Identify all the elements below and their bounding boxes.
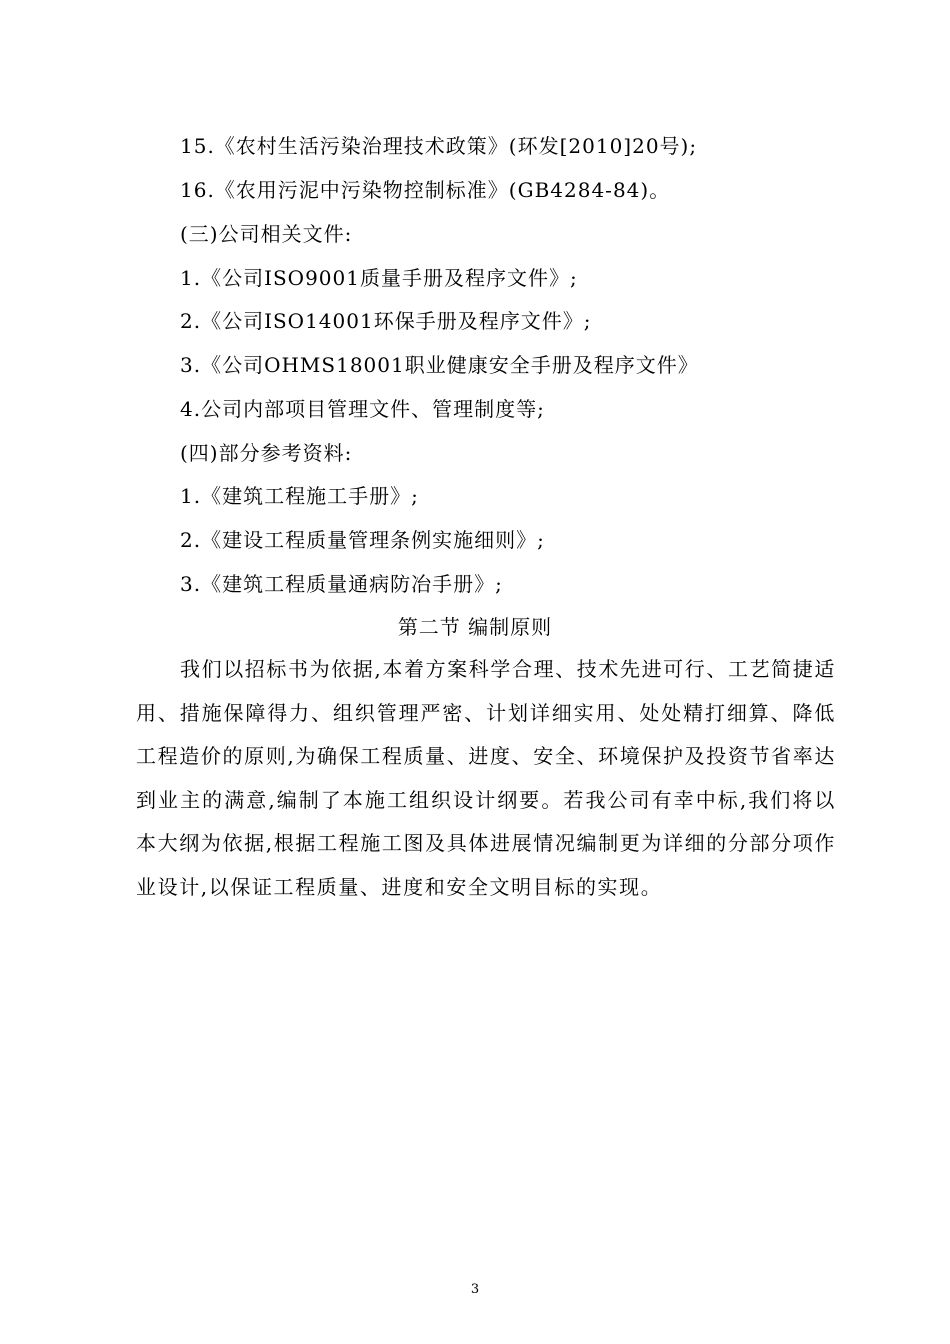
company-file-item-2: 2.《公司ISO14001环保手册及程序文件》;: [180, 309, 592, 333]
section-heading: 第二节 编制原则: [397, 615, 553, 639]
reference-material-item-1: 1.《建筑工程施工手册》;: [180, 484, 419, 508]
reference-item-16: 16.《农用污泥中污染物控制标准》(GB4284-84)。: [180, 178, 671, 202]
company-file-item-3: 3.《公司OHMS18001职业健康安全手册及程序文件》: [180, 353, 699, 377]
page-number: 3: [470, 1282, 480, 1297]
company-file-item-4: 4.公司内部项目管理文件、管理制度等;: [180, 397, 545, 421]
subsection-heading-references: (四)部分参考资料:: [180, 441, 353, 465]
subsection-heading-company-files: (三)公司相关文件:: [180, 222, 353, 246]
company-file-item-1: 1.《公司ISO9001质量手册及程序文件》;: [180, 266, 578, 290]
reference-material-item-3: 3.《建筑工程质量通病防冶手册》;: [180, 572, 503, 596]
reference-item-15: 15.《农村生活污染治理技术政策》(环发[2010]20号);: [180, 134, 698, 158]
body-paragraph: 我们以招标书为依据,本着方案科学合理、技术先进可行、工艺简捷适用、措施保障得力、组织管理严密、计划详细实用、处处精打细算、降低工程造价的原则,为确保工程质量、进度、安全、环境保护及投资节省率达到业主的满意,编制了本施工组织设计纲要。若我公司有幸中标,我们将以本大纲为依据,根据工程施工图及具体进展情况编制更为详细的分部分项作业设计,以保证工程质量、进度和安全文明目标的实现。: [136, 657, 836, 899]
reference-material-item-2: 2.《建设工程质量管理条例实施细则》;: [180, 528, 545, 552]
